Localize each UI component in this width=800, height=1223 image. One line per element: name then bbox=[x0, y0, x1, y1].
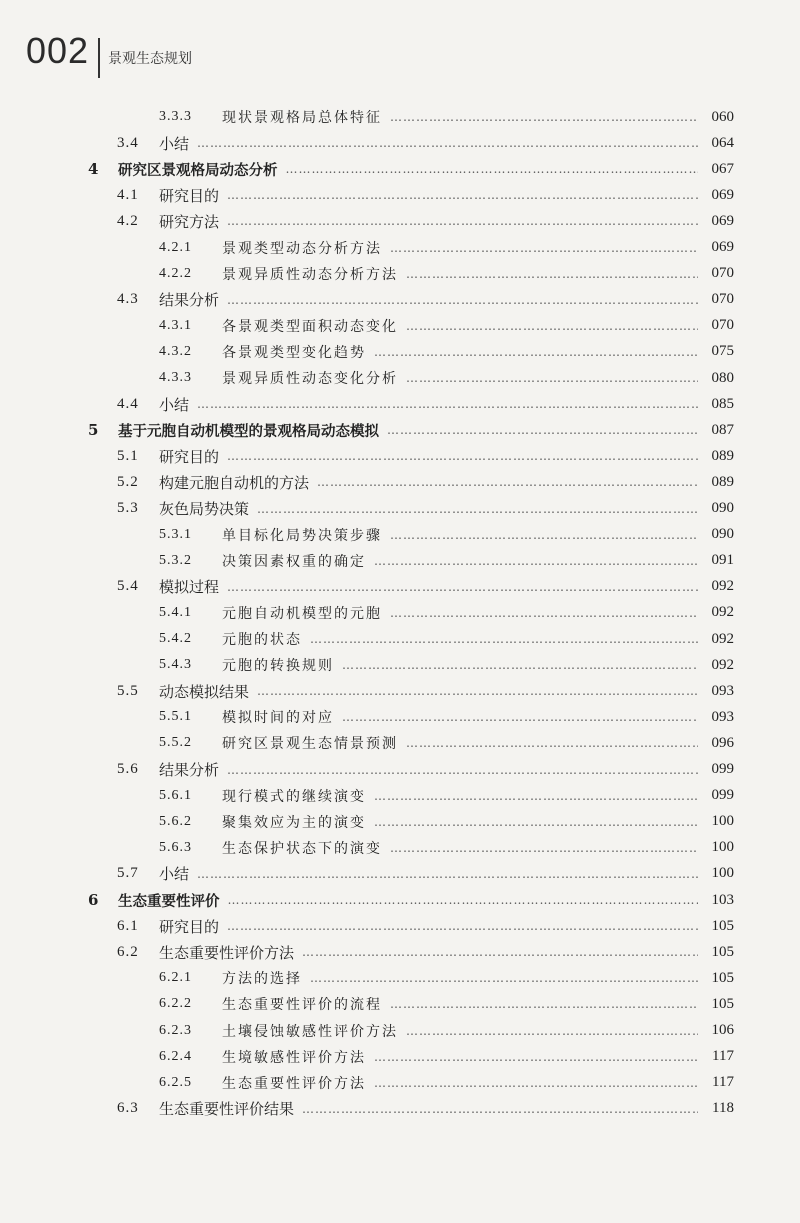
toc-entry-line bbox=[117, 130, 734, 156]
toc-entry-line bbox=[159, 1070, 734, 1096]
toc-page-number: 105 bbox=[711, 917, 734, 934]
toc-section-number: 6.2 bbox=[117, 943, 139, 960]
toc-entry bbox=[0, 626, 800, 652]
toc-page-number: 103 bbox=[711, 891, 734, 908]
toc-section-title: 小结 bbox=[159, 865, 190, 884]
toc-entry bbox=[0, 730, 800, 756]
page-number: 002 bbox=[26, 30, 90, 71]
toc-entry-line bbox=[159, 548, 734, 574]
toc-entry-line bbox=[117, 182, 734, 208]
toc-entry-line bbox=[159, 991, 734, 1017]
toc-entry-line bbox=[159, 626, 734, 652]
toc-entry bbox=[0, 652, 800, 678]
toc-entry-line bbox=[117, 861, 734, 887]
toc-entry bbox=[0, 496, 800, 522]
toc-leader-dots bbox=[228, 893, 699, 907]
toc-section-number: 5.4 bbox=[117, 578, 139, 595]
toc-section-number: 5.6.3 bbox=[159, 839, 192, 855]
toc-page-number: 105 bbox=[711, 969, 734, 986]
toc-leader-dots bbox=[406, 319, 698, 333]
toc-leader-dots bbox=[257, 684, 698, 698]
toc-section-number: 5.1 bbox=[117, 447, 139, 464]
toc-entry-line bbox=[117, 443, 734, 469]
toc-section-number: 6.2.5 bbox=[159, 1074, 192, 1090]
toc-entry-line bbox=[88, 156, 734, 182]
toc-leader-dots bbox=[310, 971, 698, 985]
toc-page-number: 080 bbox=[711, 369, 734, 386]
toc-leader-dots bbox=[227, 188, 698, 202]
toc-section-title: 生态重要性评价方法 bbox=[222, 1075, 366, 1092]
toc-section-number: 5.6 bbox=[117, 761, 139, 777]
toc-entry bbox=[0, 783, 800, 809]
toc-entry bbox=[0, 130, 800, 156]
toc-section-number: 6.2.4 bbox=[159, 1048, 192, 1064]
toc-page-number: 099 bbox=[711, 787, 734, 804]
toc-section-number: 3.3.3 bbox=[159, 109, 192, 124]
toc-section-number: 4.3.1 bbox=[159, 317, 192, 333]
toc-leader-dots bbox=[286, 162, 699, 176]
toc-page-number: 064 bbox=[711, 134, 734, 151]
toc-page-number: 089 bbox=[711, 473, 734, 490]
toc-entry-line bbox=[159, 261, 734, 287]
toc-entry bbox=[0, 208, 800, 234]
toc-page-number: 069 bbox=[711, 186, 734, 203]
toc-entry bbox=[0, 861, 800, 887]
toc-section-title: 各景观类型面积动态变化 bbox=[222, 318, 398, 335]
toc-leader-dots bbox=[197, 397, 698, 411]
toc-page-number: 069 bbox=[711, 212, 734, 229]
toc-section-title: 构建元胞自动机的方法 bbox=[159, 473, 310, 492]
toc-leader-dots bbox=[302, 945, 698, 959]
toc-leader-dots bbox=[310, 632, 698, 646]
toc-page-number: 070 bbox=[711, 317, 734, 334]
toc-leader-dots bbox=[387, 423, 698, 437]
toc-section-number: 6.2.1 bbox=[159, 970, 192, 986]
toc-section-title: 研究目的 bbox=[159, 447, 220, 466]
toc-entry bbox=[0, 678, 800, 704]
toc-entry-line bbox=[159, 965, 734, 991]
toc-leader-dots bbox=[374, 1076, 698, 1090]
book-title: 景观生态规划 bbox=[108, 51, 192, 67]
toc-section-title: 生态重要性评价结果 bbox=[159, 1100, 295, 1119]
toc-section-title: 研究目的 bbox=[159, 917, 220, 936]
toc-section-title: 结果分析 bbox=[159, 761, 220, 779]
toc-leader-dots bbox=[197, 867, 698, 881]
toc-leader-dots bbox=[227, 580, 698, 594]
toc-entry-line bbox=[117, 678, 734, 704]
toc-page-number: 091 bbox=[711, 552, 734, 569]
toc-section-number: 4.2.2 bbox=[159, 265, 192, 281]
toc-section-number: 5.6.2 bbox=[159, 813, 192, 829]
toc-page-number: 092 bbox=[711, 656, 734, 673]
toc-page-number: 075 bbox=[711, 343, 734, 360]
toc-section-title: 生态重要性评价的流程 bbox=[222, 997, 382, 1014]
toc-page-number: 090 bbox=[711, 526, 734, 543]
toc-page-number: 117 bbox=[712, 1048, 734, 1065]
toc-entry bbox=[0, 1044, 800, 1070]
toc-page-number: 092 bbox=[711, 578, 734, 595]
toc-section-number: 5.7 bbox=[117, 865, 139, 882]
toc-page-number: 096 bbox=[711, 734, 734, 751]
toc-section-number: 4.3 bbox=[117, 291, 139, 308]
toc-section-title: 聚集效应为主的演变 bbox=[222, 814, 366, 831]
toc-entry-line bbox=[117, 287, 734, 313]
toc-section-title: 景观异质性动态分析方法 bbox=[222, 266, 398, 283]
toc-entry bbox=[0, 991, 800, 1017]
toc-leader-dots bbox=[374, 345, 698, 359]
toc-leader-dots bbox=[390, 241, 698, 255]
toc-entry bbox=[0, 1096, 800, 1122]
toc-entry bbox=[0, 104, 800, 130]
toc-page-number: 069 bbox=[711, 239, 734, 255]
toc-page-number: 100 bbox=[711, 813, 734, 830]
toc-section-title: 元胞的转换规则 bbox=[222, 658, 334, 675]
toc-page-number: 093 bbox=[711, 682, 734, 699]
toc-section-number: 6.3 bbox=[117, 1100, 139, 1117]
toc-page-number: 089 bbox=[711, 447, 734, 464]
toc-section-title: 研究区景观生态情景预测 bbox=[222, 736, 398, 753]
toc-section-number: 5.5.2 bbox=[159, 735, 192, 751]
toc-leader-dots bbox=[317, 475, 698, 489]
toc-page-number: 060 bbox=[711, 108, 734, 125]
toc-leader-dots bbox=[406, 1024, 698, 1038]
toc-entry-line bbox=[117, 1096, 734, 1122]
toc-section-title: 模拟过程 bbox=[159, 578, 220, 597]
toc-section-number: 5.6.1 bbox=[159, 787, 192, 803]
toc-section-title: 小结 bbox=[159, 395, 190, 414]
toc-leader-dots bbox=[374, 554, 698, 568]
toc-entry bbox=[0, 339, 800, 365]
toc-section-number: 4.2.1 bbox=[159, 239, 192, 255]
toc-leader-dots bbox=[406, 371, 698, 385]
toc-section-number: 4 bbox=[88, 160, 99, 179]
toc-entry-line bbox=[159, 313, 734, 339]
toc-page-number: 070 bbox=[711, 291, 734, 308]
toc-entry bbox=[0, 809, 800, 835]
toc-page-number: 070 bbox=[711, 265, 734, 282]
toc-entry bbox=[0, 600, 800, 626]
toc-entry-line bbox=[88, 887, 734, 913]
toc-page-number: 106 bbox=[711, 1022, 734, 1038]
toc-section-title: 各景观类型变化趋势 bbox=[222, 344, 366, 361]
toc-section-title: 生态保护状态下的演变 bbox=[222, 840, 382, 857]
toc-section-title: 生态重要性评价方法 bbox=[159, 943, 295, 962]
toc-section-number: 4.1 bbox=[117, 186, 139, 203]
toc-entry bbox=[0, 261, 800, 287]
toc-section-title: 灰色局势决策 bbox=[159, 500, 250, 518]
toc-entry-line bbox=[159, 1044, 734, 1070]
toc-entry-line bbox=[159, 835, 734, 861]
toc-entry bbox=[0, 835, 800, 861]
toc-leader-dots bbox=[342, 710, 698, 724]
toc-entry-line bbox=[159, 600, 734, 626]
toc-leader-dots bbox=[390, 841, 698, 855]
toc-entry-line bbox=[117, 496, 734, 522]
toc-section-title: 动态模拟结果 bbox=[159, 682, 250, 701]
toc-section-number: 6 bbox=[88, 891, 99, 909]
toc-section-number: 5.3 bbox=[117, 500, 139, 516]
toc-section-number: 4.2 bbox=[117, 212, 139, 229]
toc-page-number: 105 bbox=[711, 995, 734, 1012]
toc-section-number: 5.3.2 bbox=[159, 552, 192, 568]
toc-section-title: 决策因素权重的确定 bbox=[222, 553, 366, 570]
toc-entry-line bbox=[159, 704, 734, 730]
toc-section-title: 研究目的 bbox=[159, 186, 220, 205]
header-divider bbox=[98, 38, 100, 78]
toc-page-number: 092 bbox=[711, 630, 734, 647]
toc-entry-line bbox=[117, 574, 734, 600]
toc-section-number: 5.5 bbox=[117, 682, 139, 699]
toc-entry-line bbox=[159, 730, 734, 756]
toc-entry-line bbox=[117, 939, 734, 965]
toc-leader-dots bbox=[374, 815, 698, 829]
toc-entry bbox=[0, 417, 800, 443]
toc-leader-dots bbox=[390, 997, 698, 1011]
toc-leader-dots bbox=[390, 110, 698, 124]
toc-entry bbox=[0, 469, 800, 495]
toc-entry bbox=[0, 287, 800, 313]
toc-page-number: 100 bbox=[711, 839, 734, 856]
toc-leader-dots bbox=[227, 214, 698, 228]
toc-section-number: 5 bbox=[88, 421, 99, 440]
toc-entry bbox=[0, 704, 800, 730]
toc-section-number: 5.4.3 bbox=[159, 657, 192, 673]
toc-entry bbox=[0, 965, 800, 991]
toc-page-number: 087 bbox=[711, 421, 734, 438]
toc-leader-dots bbox=[227, 293, 698, 307]
toc-leader-dots bbox=[302, 1102, 698, 1116]
toc-section-title: 现行模式的继续演变 bbox=[222, 788, 366, 805]
toc-page-number: 067 bbox=[711, 160, 734, 177]
toc-leader-dots bbox=[227, 763, 698, 777]
toc-entry-line bbox=[117, 913, 734, 939]
toc-entry bbox=[0, 522, 800, 548]
toc-entry-line bbox=[159, 235, 734, 261]
toc-entry-line bbox=[159, 339, 734, 365]
toc-section-title: 现状景观格局总体特征 bbox=[222, 110, 382, 126]
toc-leader-dots bbox=[406, 736, 698, 750]
toc-section-number: 5.4.1 bbox=[159, 604, 192, 620]
toc-section-title: 景观异质性动态变化分析 bbox=[222, 371, 398, 387]
toc-entry bbox=[0, 1070, 800, 1096]
toc-section-title: 小结 bbox=[159, 134, 190, 153]
toc-entry bbox=[0, 313, 800, 339]
toc-entry bbox=[0, 365, 800, 391]
toc-section-title: 元胞的状态 bbox=[222, 632, 302, 648]
toc-section-title: 生态重要性评价 bbox=[118, 893, 220, 910]
toc-leader-dots bbox=[406, 267, 698, 281]
toc-entry-line bbox=[159, 652, 734, 678]
toc-page-number: 099 bbox=[711, 761, 734, 777]
toc-page-number: 118 bbox=[712, 1100, 734, 1117]
toc-leader-dots bbox=[374, 789, 698, 803]
toc-entry bbox=[0, 913, 800, 939]
toc-leader-dots bbox=[342, 658, 698, 672]
toc-leader-dots bbox=[227, 919, 698, 933]
toc-leader-dots bbox=[390, 606, 698, 620]
toc-entry-line bbox=[159, 365, 734, 391]
toc-entry-line bbox=[117, 757, 734, 783]
toc-section-title: 方法的选择 bbox=[222, 971, 302, 988]
toc-entry-line bbox=[117, 208, 734, 234]
toc-section-title: 研究方法 bbox=[159, 212, 220, 231]
toc-section-number: 5.5.1 bbox=[159, 709, 192, 725]
toc-section-number: 4.3.2 bbox=[159, 343, 192, 359]
toc-entry bbox=[0, 574, 800, 600]
toc-entry bbox=[0, 887, 800, 913]
toc-entry-line bbox=[159, 783, 734, 809]
toc-entry bbox=[0, 939, 800, 965]
toc-section-number: 3.4 bbox=[117, 134, 139, 151]
toc-section-number: 4.4 bbox=[117, 395, 139, 412]
toc-section-title: 生境敏感性评价方法 bbox=[222, 1049, 366, 1066]
toc-entry-line bbox=[88, 417, 734, 443]
toc-section-title: 土壤侵蚀敏感性评价方法 bbox=[222, 1023, 398, 1040]
toc-leader-dots bbox=[257, 502, 698, 516]
toc-section-title: 研究区景观格局动态分析 bbox=[118, 162, 278, 179]
toc-entry-line bbox=[117, 391, 734, 417]
toc-page-number: 100 bbox=[711, 865, 734, 882]
toc-section-number: 6.1 bbox=[117, 917, 139, 934]
toc-entry bbox=[0, 443, 800, 469]
toc-section-title: 单目标化局势决策步骤 bbox=[222, 527, 382, 544]
toc-entry bbox=[0, 757, 800, 783]
toc-section-number: 6.2.2 bbox=[159, 996, 192, 1012]
toc-leader-dots bbox=[227, 449, 698, 463]
toc-entry bbox=[0, 1018, 800, 1044]
toc-section-number: 4.3.3 bbox=[159, 370, 192, 385]
toc-entry bbox=[0, 235, 800, 261]
toc-leader-dots bbox=[390, 528, 698, 542]
toc-entry bbox=[0, 548, 800, 574]
toc-section-title: 元胞自动机模型的元胞 bbox=[222, 605, 382, 622]
toc-page-number: 093 bbox=[711, 708, 734, 725]
toc-entry-line bbox=[159, 104, 734, 130]
toc-entry-line bbox=[117, 469, 734, 495]
toc-entry-line bbox=[159, 1018, 734, 1044]
toc-section-number: 5.2 bbox=[117, 473, 139, 490]
toc-entry-line bbox=[159, 809, 734, 835]
toc-section-number: 6.2.3 bbox=[159, 1022, 192, 1038]
toc-section-number: 5.4.2 bbox=[159, 631, 192, 646]
toc-page-number: 085 bbox=[711, 395, 734, 412]
toc-section-title: 景观类型动态分析方法 bbox=[222, 240, 382, 257]
toc-section-title: 结果分析 bbox=[159, 291, 220, 310]
toc-page-number: 092 bbox=[711, 604, 734, 621]
page-header bbox=[26, 28, 786, 80]
toc-leader-dots bbox=[197, 136, 698, 150]
toc-leader-dots bbox=[374, 1050, 698, 1064]
toc-page-number: 117 bbox=[712, 1074, 734, 1091]
toc-entry bbox=[0, 182, 800, 208]
toc-page-number: 090 bbox=[711, 500, 734, 516]
toc-entry bbox=[0, 156, 800, 182]
toc-page-number: 105 bbox=[711, 943, 734, 960]
toc-section-title: 模拟时间的对应 bbox=[222, 710, 334, 727]
toc-section-title: 基于元胞自动机模型的景观格局动态模拟 bbox=[118, 423, 379, 440]
toc-entry-line bbox=[159, 522, 734, 548]
toc-section-number: 5.3.1 bbox=[159, 526, 192, 542]
toc-entry bbox=[0, 391, 800, 417]
